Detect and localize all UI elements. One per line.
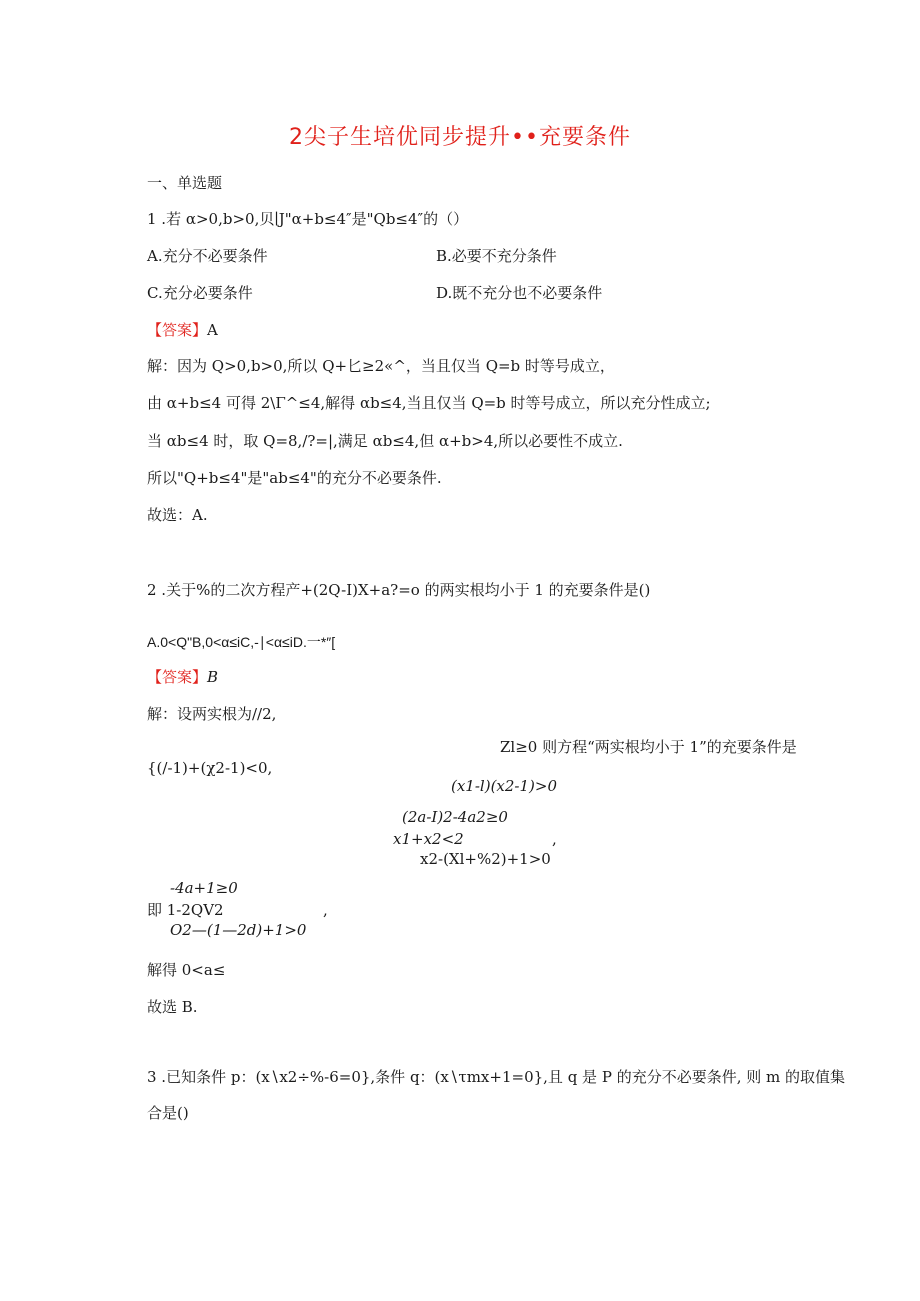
q2-stem: 2 .关于%的二次方程产+(2Q-I)X+a?=o 的两实根均小于 1 的充要条件是() — [147, 581, 651, 599]
q2-solution-line-1: 解：设两实根为//2, — [147, 705, 277, 723]
q2-system-line-3: x2-(Xl+%2)+1>0 — [420, 850, 551, 868]
q1-option-b: B.必要不充分条件 — [436, 247, 557, 265]
q2-ji-line-3: O2—(1—2d)+1>0 — [170, 921, 307, 939]
q2-ji-line-2: 即 1-2QV2 — [147, 901, 224, 919]
q2-system-line-2: x1+x2<2 — [393, 830, 464, 848]
q3-stem-line-2: 合是() — [147, 1104, 189, 1122]
q2-choice: 故选 B. — [147, 998, 198, 1016]
q2-answer-tag: 【答案】 — [147, 668, 208, 686]
q1-solution-line-2: 由 α+b≤4 可得 2\Γ^≤4,解得 αb≤4,当且仅当 Q=b 时等号成立，所以充分性成立; — [147, 394, 711, 412]
q1-option-c: C.充分必要条件 — [147, 284, 253, 302]
q1-answer — [147, 320, 218, 340]
q2-condition-right: Zl≥0 则方程“两实根均小于 1”的充要条件是 — [500, 738, 797, 756]
q2-condition-left: {(/-1)+(χ2-1)<0, — [147, 759, 273, 777]
q1-answer-value: A — [207, 321, 218, 339]
q1-solution-line-3: 当 αb≤4 时，取 Q=8,/?=|,满足 αb≤4,但 α+b>4,所以必要性不成立. — [147, 432, 623, 450]
q2-options: A.0<Q"B,0<α≤iC,-∣<α≤iD.一*″[ — [147, 634, 336, 650]
q2-solve: 解得 0<a≤ — [147, 961, 226, 979]
q2-system-line-1: (2a-I)2-4a2≥0 — [402, 808, 508, 826]
q2-ji-line-1: -4a+1≥0 — [170, 879, 238, 897]
q1-solution-line-4: 所以"Q+b≤4"是"ab≤4"的充分不必要条件. — [147, 469, 442, 487]
q2-system-comma: , — [552, 830, 557, 848]
q2-ji-comma: , — [323, 901, 328, 919]
q1-answer-tag: 【答案】 — [147, 321, 208, 339]
q2-answer-value: B — [207, 668, 219, 686]
q1-option-a: A.充分不必要条件 — [147, 247, 268, 265]
q1-stem: 1 .若 α>0,b>0,贝∣J"α+b≤4″是"Qb≤4″的（） — [147, 210, 469, 228]
q1-choice: 故选：A. — [147, 506, 208, 524]
section-heading: 一、单选题 — [147, 174, 223, 192]
q2-condition-mid: (x1-l)(x2-1)>0 — [451, 777, 558, 795]
page-title: 2尖子生培优同步提升••充要条件 — [289, 125, 631, 150]
q2-answer — [147, 667, 218, 687]
q1-solution-line-1: 解：因为 Q>0,b>0,所以 Q+匕≥2«^，当且仅当 Q=b 时等号成立， — [147, 357, 615, 375]
q1-option-d: D.既不充分也不必要条件 — [436, 284, 603, 302]
q3-stem-line-1: 3 .已知条件 p：(x∖x2÷%-6=0},条件 q：(x∖τmx+1=0},且 q 是 P 的充分不必要条件, 则 m 的取值集 — [147, 1068, 845, 1086]
